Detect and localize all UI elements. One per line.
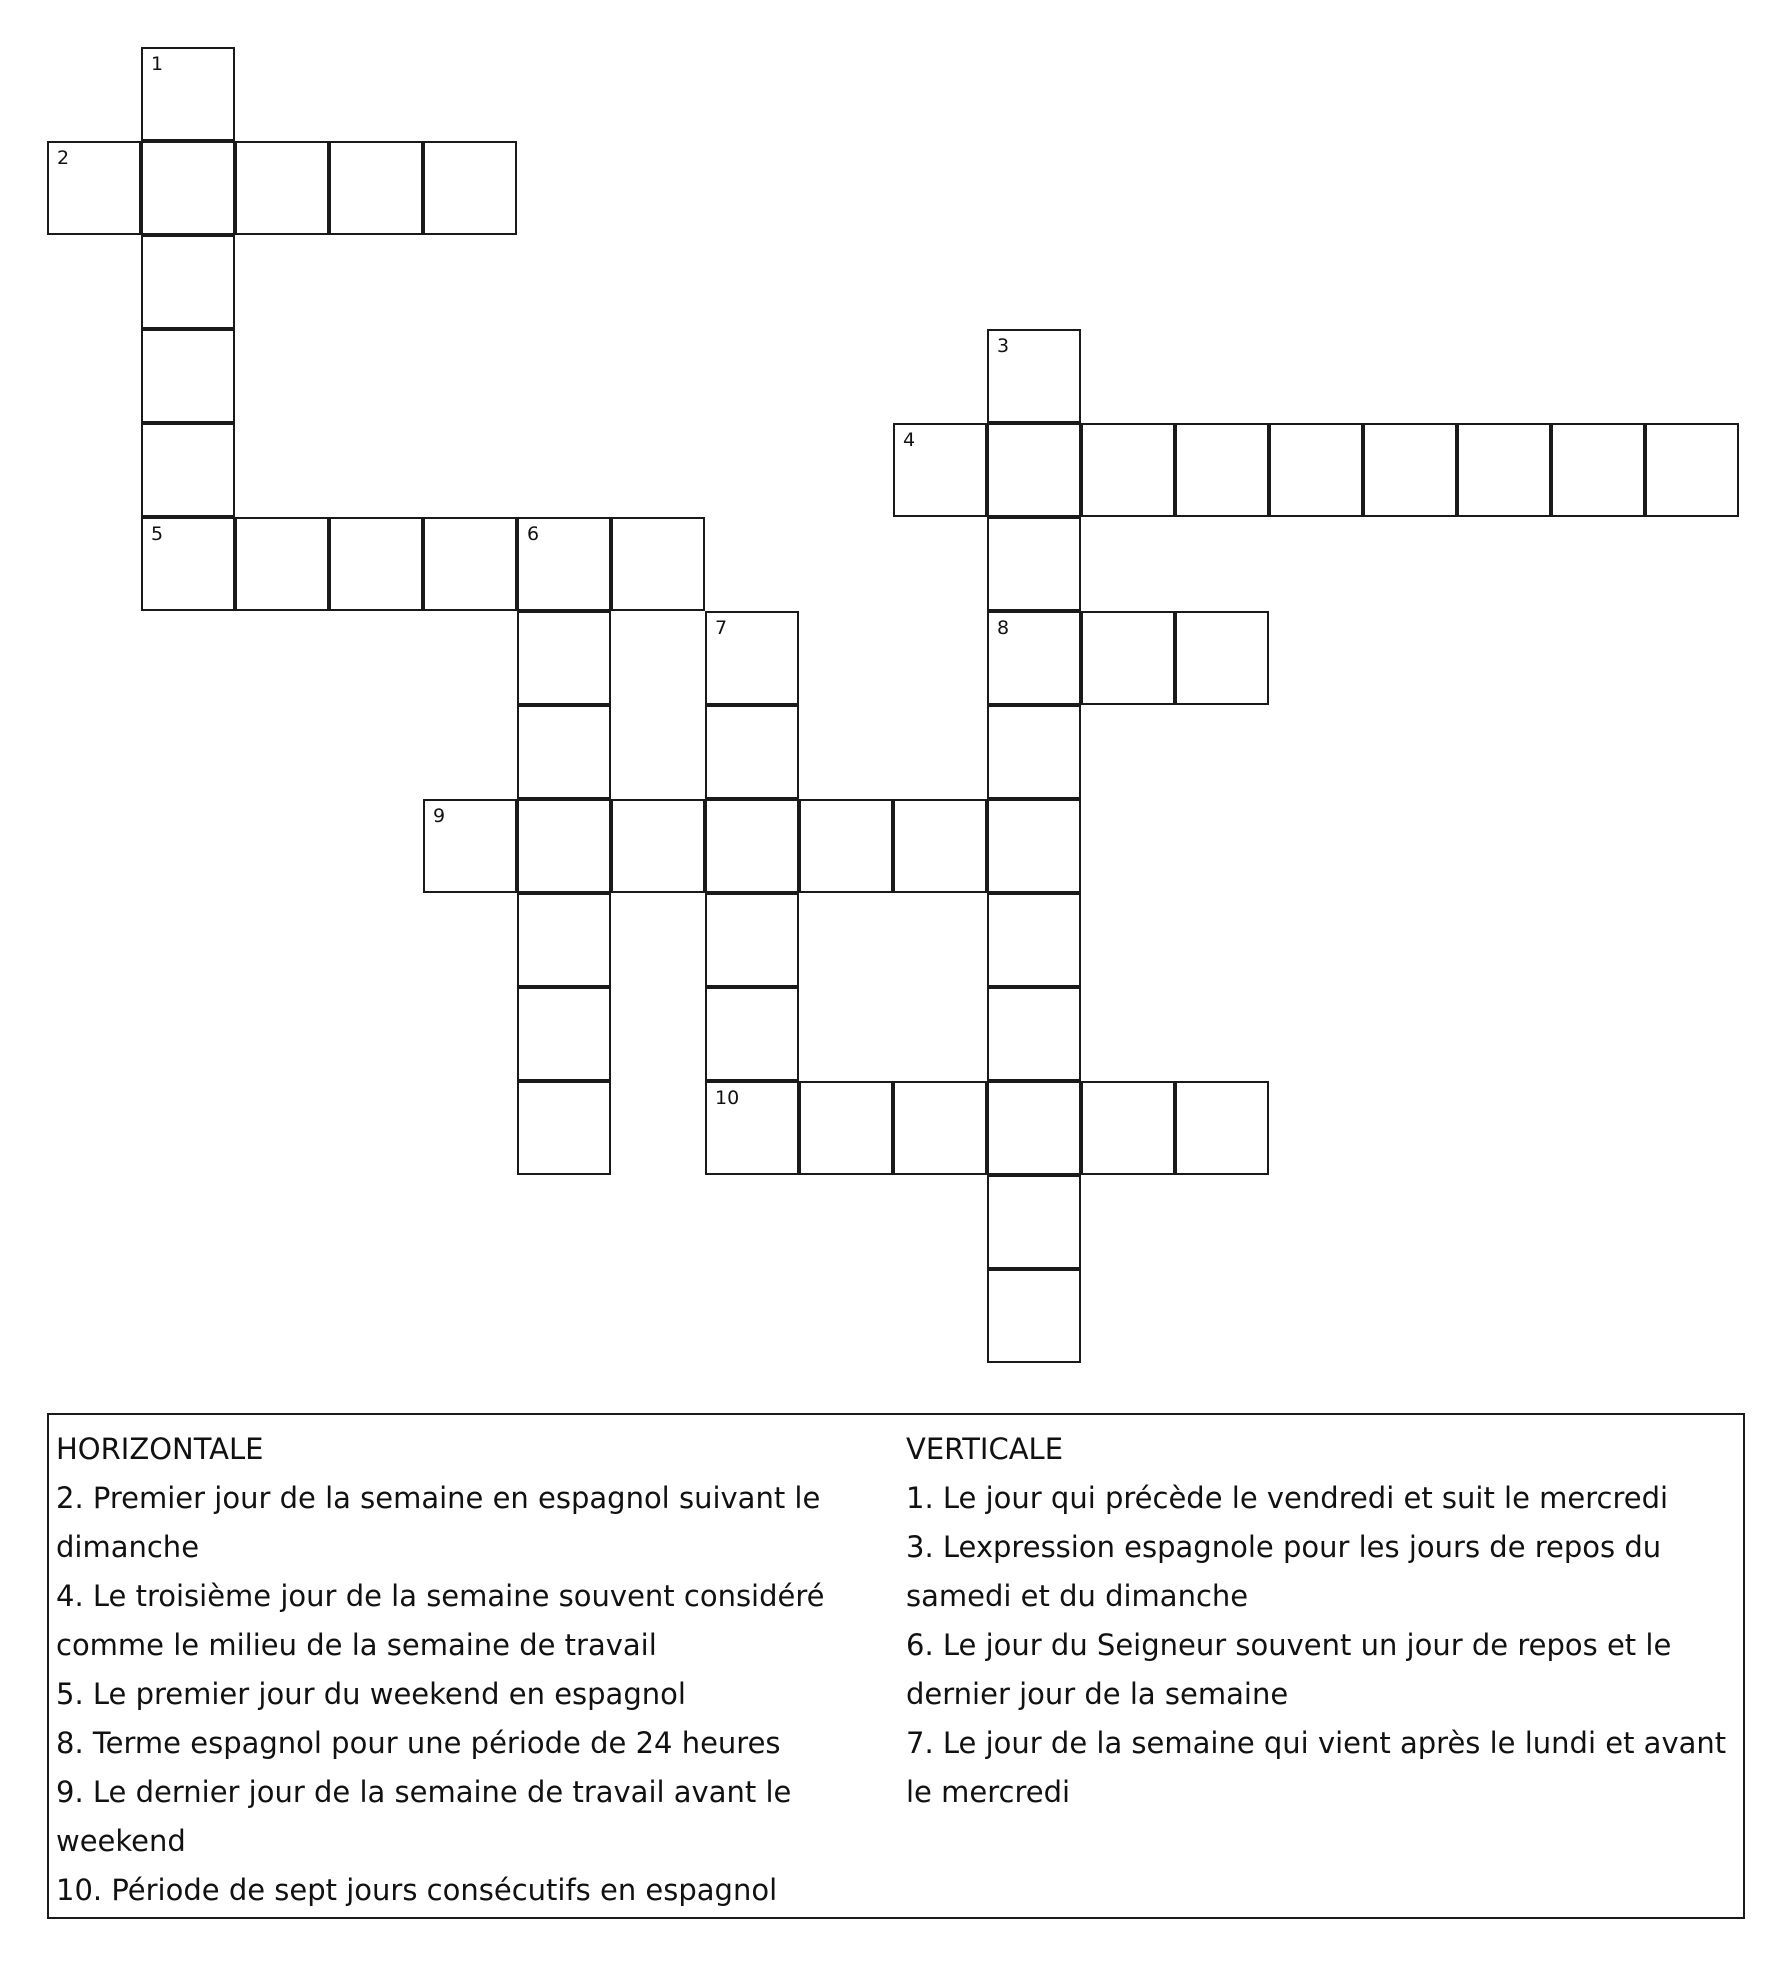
cell-number: 6 <box>527 523 540 545</box>
grid-cell[interactable] <box>141 235 235 329</box>
grid-cell[interactable] <box>987 987 1081 1081</box>
grid-cell[interactable] <box>423 141 517 235</box>
grid-cell[interactable] <box>517 705 611 799</box>
grid-cell[interactable] <box>893 1081 987 1175</box>
clue-down-1: 1. Le jour qui précède le vendredi et suit le mercredi <box>906 1481 1669 1515</box>
clue-across-2: 2. Premier jour de la semaine en espagnol suivant le dimanche <box>56 1481 821 1564</box>
grid-cell[interactable] <box>799 799 893 893</box>
grid-cell[interactable] <box>987 799 1081 893</box>
grid-cell[interactable] <box>1457 423 1551 517</box>
clue-down-6: 6. Le jour du Seigneur souvent un jour de repos et le dernier jour de la semaine <box>906 1628 1672 1711</box>
grid-cell[interactable] <box>1081 611 1175 705</box>
grid-cell[interactable] <box>235 141 329 235</box>
grid-cell[interactable] <box>517 611 611 705</box>
grid-cell[interactable] <box>517 799 611 893</box>
grid-cell[interactable] <box>141 141 235 235</box>
cell-number: 2 <box>57 147 70 169</box>
clue-across-5: 5. Le premier jour du weekend en espagnol <box>56 1677 686 1711</box>
clue-across-8: 8. Terme espagnol pour une période de 24 heures <box>56 1726 781 1760</box>
clue-down-3: 3. Lexpression espagnole pour les jours de repos du samedi et du dimanche <box>906 1530 1662 1613</box>
grid-cell[interactable] <box>1081 1081 1175 1175</box>
grid-cell[interactable] <box>47 141 141 235</box>
grid-cell[interactable] <box>517 893 611 987</box>
grid-cell[interactable] <box>141 329 235 423</box>
grid-cell[interactable] <box>517 987 611 1081</box>
grid-cell[interactable] <box>705 611 799 705</box>
cell-number: 4 <box>903 429 916 451</box>
grid-cell[interactable] <box>423 517 517 611</box>
down-heading: VERTICALE <box>906 1432 1064 1466</box>
across-heading: HORIZONTALE <box>56 1432 264 1466</box>
grid-cell[interactable] <box>141 517 235 611</box>
grid-cell[interactable] <box>987 893 1081 987</box>
cell-number: 8 <box>997 617 1010 639</box>
cell-number: 10 <box>715 1087 740 1109</box>
grid-cell[interactable] <box>987 705 1081 799</box>
grid-cell[interactable] <box>705 987 799 1081</box>
grid-cell[interactable] <box>517 1081 611 1175</box>
grid-cell[interactable] <box>1645 423 1739 517</box>
grid-cell[interactable] <box>705 893 799 987</box>
grid-cell[interactable] <box>1175 1081 1269 1175</box>
across-clues <box>56 1425 891 1915</box>
grid-cell[interactable] <box>987 611 1081 705</box>
cell-number: 9 <box>433 805 446 827</box>
grid-cell[interactable] <box>1269 423 1363 517</box>
grid-cell[interactable] <box>987 423 1081 517</box>
grid-cell[interactable] <box>987 1081 1081 1175</box>
clues-box <box>47 1413 1745 1919</box>
grid-cell[interactable] <box>705 1081 799 1175</box>
grid-cell[interactable] <box>987 517 1081 611</box>
down-clues <box>906 1425 1736 1817</box>
grid-cell[interactable] <box>893 799 987 893</box>
grid-cell[interactable] <box>893 423 987 517</box>
grid-cell[interactable] <box>799 1081 893 1175</box>
clue-across-10: 10. Période de sept jours consécutifs en espagnol <box>56 1873 778 1907</box>
grid-cell[interactable] <box>329 517 423 611</box>
grid-cell[interactable] <box>987 329 1081 423</box>
grid-cell[interactable] <box>705 799 799 893</box>
grid-cell[interactable] <box>235 517 329 611</box>
clue-down-7: 7. Le jour de la semaine qui vient après le lundi et avant le mercredi <box>906 1726 1727 1809</box>
grid-cell[interactable] <box>141 423 235 517</box>
clue-across-9: 9. Le dernier jour de la semaine de travail avant le weekend <box>56 1775 792 1858</box>
grid-cell[interactable] <box>987 1269 1081 1363</box>
cell-number: 7 <box>715 617 728 639</box>
grid-cell[interactable] <box>517 517 611 611</box>
grid-cell[interactable] <box>611 799 705 893</box>
grid-cell[interactable] <box>1081 423 1175 517</box>
grid-cell[interactable] <box>611 517 705 611</box>
grid-cell[interactable] <box>1175 423 1269 517</box>
clue-across-4: 4. Le troisième jour de la semaine souvent considéré comme le milieu de la semaine de travail <box>56 1579 825 1662</box>
grid-cell[interactable] <box>141 47 235 141</box>
grid-cell[interactable] <box>1363 423 1457 517</box>
grid-cell[interactable] <box>329 141 423 235</box>
grid-cell[interactable] <box>987 1175 1081 1269</box>
grid-cell[interactable] <box>1551 423 1645 517</box>
grid-cell[interactable] <box>423 799 517 893</box>
grid-cell[interactable] <box>1175 611 1269 705</box>
cell-number: 5 <box>151 523 164 545</box>
cell-number: 1 <box>151 53 164 75</box>
grid-cell[interactable] <box>705 705 799 799</box>
cell-number: 3 <box>997 335 1010 357</box>
